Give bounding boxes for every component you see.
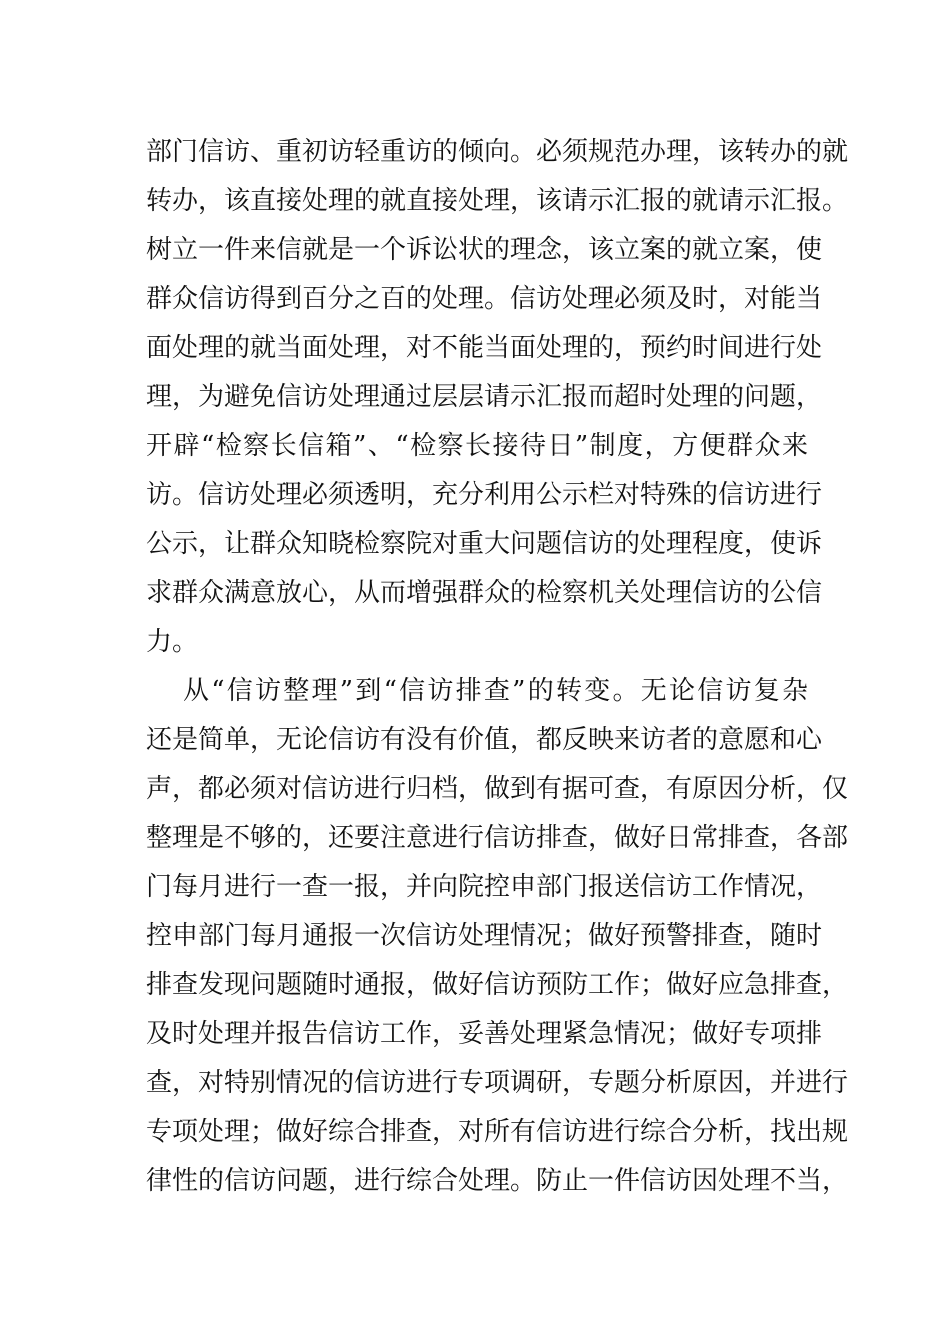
paragraph-1-line: 理，为避免信访处理通过层层请示汇报而超时处理的问题， bbox=[146, 382, 823, 412]
paragraph-2-line: 及时处理并报告信访工作，妥善处理紧急情况；做好专项排 bbox=[146, 1019, 823, 1049]
paragraph-1-line: 群众信访得到百分之百的处理。信访处理必须及时，对能当 bbox=[146, 284, 823, 314]
paragraph-1-line: 树立一件来信就是一个诉讼状的理念，该立案的就立案，使 bbox=[146, 235, 823, 265]
paragraph-2-line: 查，对特别情况的信访进行专项调研，专题分析原因，并进行 bbox=[146, 1068, 849, 1098]
paragraph-1-line: 访。信访处理必须透明，充分利用公示栏对特殊的信访进行 bbox=[146, 480, 823, 510]
paragraph-1-line: 公示，让群众知晓检察院对重大问题信访的处理程度，使诉 bbox=[146, 529, 823, 559]
paragraph-2-line: 控申部门每月通报一次信访处理情况；做好预警排查，随时 bbox=[146, 921, 823, 951]
paragraph-2-line: 门每月进行一查一报，并向院控申部门报送信访工作情况， bbox=[146, 872, 823, 902]
paragraph-1-line: 求群众满意放心，从而增强群众的检察机关处理信访的公信 bbox=[146, 578, 823, 608]
paragraph-2-line: 声，都必须对信访进行归档，做到有据可查，有原因分析，仅 bbox=[146, 774, 849, 804]
paragraph-2-line: 专项处理；做好综合排查，对所有信访进行综合分析，找出规 bbox=[146, 1117, 849, 1147]
paragraph-1-line: 面处理的就当面处理，对不能当面处理的，预约时间进行处 bbox=[146, 333, 823, 363]
paragraph-2-line: 整理是不够的，还要注意进行信访排查，做好日常排查，各部 bbox=[146, 823, 849, 853]
paragraph-1-line: 部门信访、重初访轻重访的倾向。必须规范办理，该转办的就 bbox=[146, 137, 849, 167]
paragraph-1-line: 力。 bbox=[146, 627, 199, 657]
body-text bbox=[146, 129, 849, 1207]
paragraph-1-line: 转办，该直接处理的就直接处理，该请示汇报的就请示汇报。 bbox=[146, 186, 849, 216]
paragraph-1-line: 开辟“检察长信箱”、“检察长接待日”制度，方便群众来 bbox=[146, 431, 808, 461]
paragraph-2-line: 律性的信访问题，进行综合处理。防止一件信访因处理不当， bbox=[146, 1166, 849, 1196]
paragraph-2-line: 从“信访整理”到“信访排查”的转变。无论信访复杂 bbox=[183, 676, 808, 706]
paragraph-2-line: 还是简单，无论信访有没有价值，都反映来访者的意愿和心 bbox=[146, 725, 823, 755]
paragraph-2-line: 排查发现问题随时通报，做好信访预防工作；做好应急排查， bbox=[146, 970, 849, 1000]
